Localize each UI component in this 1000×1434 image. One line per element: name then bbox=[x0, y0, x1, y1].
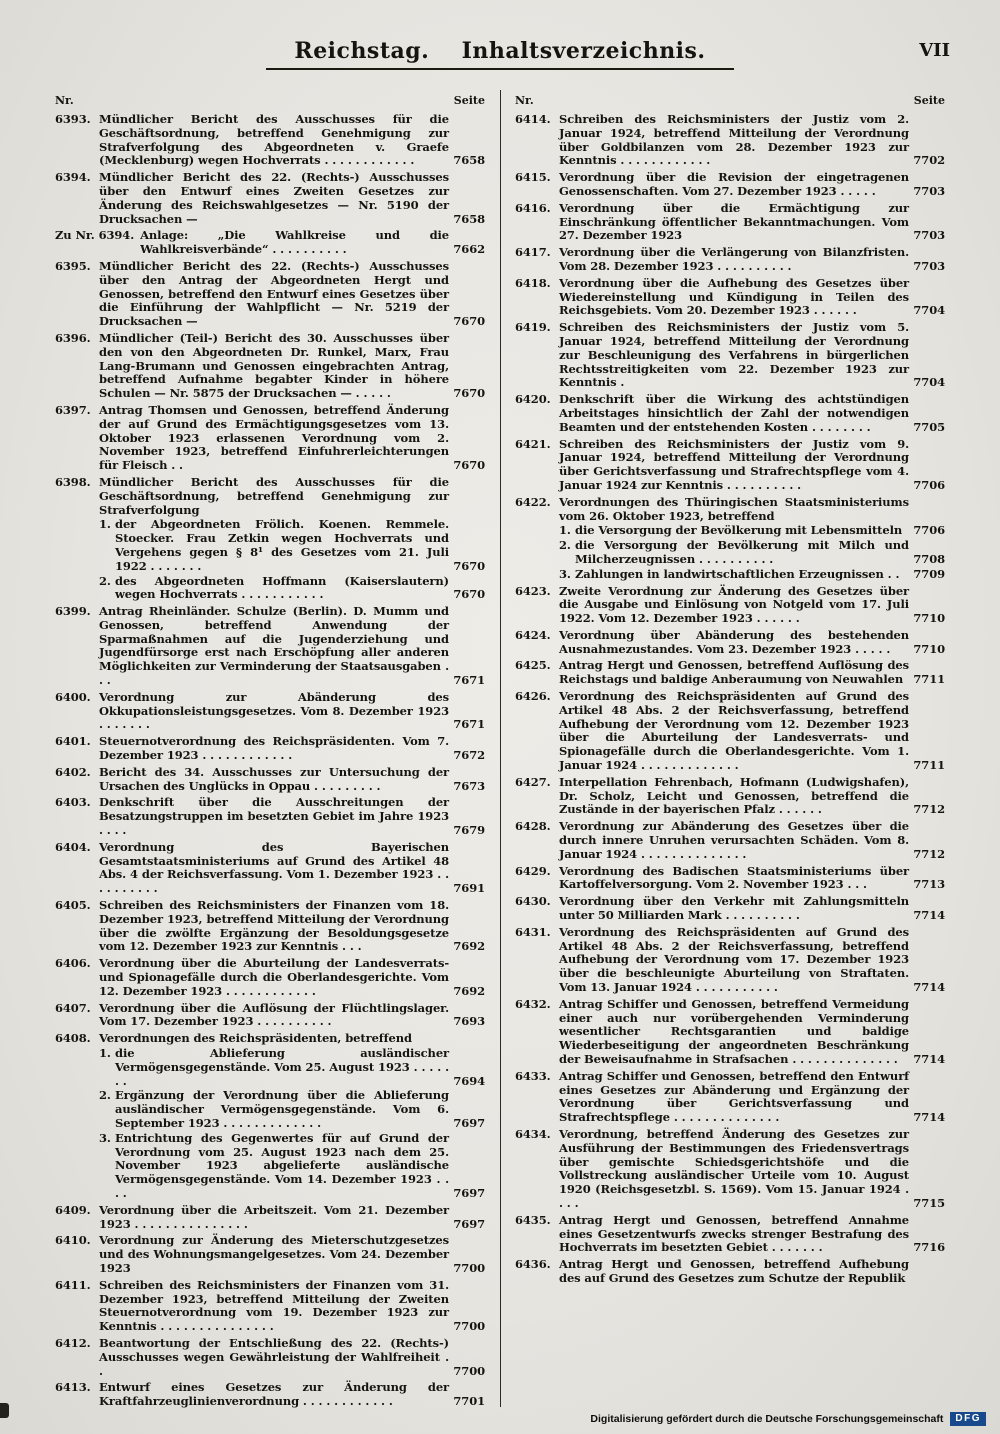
entry-text: Verordnung über die Ermächtigung zur Einschränkung öffentlicher Bekanntmachungen. Vom 27. Dezember 1923 bbox=[559, 200, 909, 243]
entry-number: 6423. bbox=[515, 583, 551, 598]
entry-number: Zu Nr. 6394. bbox=[55, 228, 135, 243]
entry-page: 7658 bbox=[453, 153, 485, 168]
entry-text: Verordnung über Abänderung des bestehenden Ausnahmezustandes. Vom 23. Dezember 1923 . . . . . bbox=[559, 627, 909, 656]
entry-text: Verordnung des Reichspräsidenten auf Grund des Artikel 48 Abs. 2 der Reichsverfassung, betreffend Aufhebung der Verordnung vom 17. Dezember 1923 über die beschleunigte Aburteilung von Straftaten. Vom 13. Januar 1924 . . . . . . . . . . . bbox=[559, 924, 909, 995]
toc-entry bbox=[515, 1258, 945, 1286]
toc-entry bbox=[515, 629, 945, 657]
entry-page: 7700 bbox=[453, 1319, 485, 1334]
toc-entry bbox=[515, 202, 945, 243]
entry-text: Antrag Schiffer und Genossen, betreffend den Entwurf eines Gesetzes zur Abänderung und Ergänzung der Verordnung über Gerichtsverfassung und Strafrechtspflege . . . . . . . . . . . . . . bbox=[559, 1068, 909, 1125]
entry-number: 6417. bbox=[515, 245, 551, 260]
entry-number: 6412. bbox=[55, 1335, 91, 1350]
entry-number: 6395. bbox=[55, 258, 91, 273]
toc-entry bbox=[515, 113, 945, 168]
toc-entry bbox=[55, 766, 485, 794]
entry-page: 7694 bbox=[453, 1073, 485, 1088]
entry-text: Verordnung über die Aufhebung des Gesetzes über Wiedereinstellung und Kündigung in Teilen des Reichsgebiets. Vom 20. Dezember 1923 . . . . . . bbox=[559, 275, 909, 318]
entry-number: 6398. bbox=[55, 474, 91, 489]
page-title: Reichstag. Inhaltsverzeichnis. bbox=[266, 38, 733, 70]
toc-entry bbox=[55, 841, 485, 896]
entry-text: Interpellation Fehrenbach, Hofmann (Ludwigshafen), Dr. Scholz, Leicht und Genossen, betreffend die Zustände in der bayerischen Pfalz . . . . . . bbox=[559, 774, 909, 817]
entry-number: 6410. bbox=[55, 1233, 91, 1248]
toc-entry bbox=[55, 404, 485, 473]
entry-page: 7673 bbox=[453, 778, 485, 793]
entry-text: Denkschrift über die Ausschreitungen der Besatzungstruppen im besetzten Gebiet im Jahre 1923 . . . . bbox=[99, 795, 449, 838]
toc-entry bbox=[515, 496, 945, 524]
entry-text: Mündlicher Bericht des Ausschusses für die Geschäftsordnung, betreffend Genehmigung zur Strafverfolgung bbox=[99, 474, 449, 517]
entry-text: Antrag Thomsen und Genossen, betreffend Änderung der auf Grund des Ermächtigungsgesetzes vom 13. Oktober 1923 erlassenen Verordnung vom 2. November 1923, betreffend Einfuhrerleichterungen für Fleisch . . bbox=[99, 402, 449, 473]
entry-page: 7715 bbox=[913, 1195, 945, 1210]
subentry-label: 2. bbox=[559, 538, 571, 553]
toc-entry bbox=[515, 1070, 945, 1125]
toc-columns bbox=[55, 94, 945, 1409]
entry-text: Mündlicher Bericht des 22. (Rechts-) Ausschusses über den Entwurf eines Zweiten Gesetzes zur Änderung des Reichswahlgesetzes — Nr. 5190 der Drucksachen — bbox=[99, 170, 449, 226]
entry-number: 6396. bbox=[55, 330, 91, 345]
toc-entry bbox=[55, 171, 485, 226]
entry-page: 7703 bbox=[913, 228, 945, 243]
entry-page: 7671 bbox=[453, 717, 485, 732]
entry-page: 7714 bbox=[913, 1110, 945, 1125]
toc-entry bbox=[55, 1032, 485, 1046]
entry-number: 6421. bbox=[515, 436, 551, 451]
entry-text: Verordnung, betreffend Änderung des Gesetzes zur Ausführung der Bestimmungen des Friedensvertrags über gemischte Schiedsgerichtshöfe und die Vollstreckung ausländischer Urteile vom 10. August 1920 (Reichsgesetzbl. S. 1569). Vom 15. Januar 1924 . . . . bbox=[559, 1126, 909, 1210]
toc-entry bbox=[515, 585, 945, 626]
entry-text: Verordnung über die Auflösung der Flüchtlingslager. Vom 17. Dezember 1923 . . . . . . . . . . bbox=[99, 1000, 449, 1029]
toc-entry bbox=[515, 820, 945, 861]
entry-text: Verordnung des Badischen Staatsministeriums über Kartoffelversorgung. Vom 2. November 1923 . . . bbox=[559, 863, 909, 892]
entry-text: Antrag Hergt und Genossen, betreffend Annahme eines Gesetzentwurfs zwecks strenger Bestrafung des Hochverrats im besetzten Gebiet . . . . . . . bbox=[559, 1212, 909, 1255]
masthead bbox=[0, 0, 1000, 76]
entry-number: 6403. bbox=[55, 795, 91, 810]
entry-text: Bericht des 34. Ausschusses zur Untersuchung der Ursachen des Unglücks in Oppau . . . . . . . . . bbox=[99, 764, 449, 793]
entry-page: 7705 bbox=[913, 419, 945, 434]
toc-entry bbox=[515, 690, 945, 773]
entry-text: Verordnung über die Verlängerung von Bilanzfristen. Vom 28. Dezember 1923 . . . . . . . . . . bbox=[559, 245, 909, 273]
entry-page: 7702 bbox=[913, 153, 945, 168]
toc-entry bbox=[55, 899, 485, 954]
entry-number: 6408. bbox=[55, 1031, 91, 1046]
subentry-label: 2. bbox=[99, 573, 111, 588]
entry-page: 7697 bbox=[453, 1216, 485, 1231]
column-header-row bbox=[515, 94, 945, 107]
entry-number: 6407. bbox=[55, 1000, 91, 1015]
entry-number: 6400. bbox=[55, 689, 91, 704]
entry-number: 6409. bbox=[55, 1202, 91, 1217]
subentry-label: 2. bbox=[99, 1088, 111, 1103]
entry-page: 7714 bbox=[913, 980, 945, 995]
toc-entry bbox=[515, 171, 945, 199]
entry-number: 6420. bbox=[515, 392, 551, 407]
entry-number: 6425. bbox=[515, 658, 551, 673]
toc-entry bbox=[55, 1279, 485, 1334]
entry-page: 7712 bbox=[913, 802, 945, 817]
toc-entry bbox=[515, 659, 945, 687]
entry-page: 7712 bbox=[913, 846, 945, 861]
entry-page: 7670 bbox=[453, 386, 485, 401]
entry-page: 7700 bbox=[453, 1260, 485, 1275]
entry-number: 6424. bbox=[515, 627, 551, 642]
entry-number: 6414. bbox=[515, 112, 551, 126]
entry-text: Steuernotverordnung des Reichspräsidenten. Vom 7. Dezember 1923 . . . . . . . . . . . . bbox=[99, 734, 449, 763]
entry-page: 7701 bbox=[453, 1394, 485, 1409]
entry-page: 7658 bbox=[453, 211, 485, 226]
entry-text: Mündlicher Bericht des 22. (Rechts-) Ausschusses über den Antrag der Abgeordneten Hergt und Genossen, betreffend den Entwurf eines Gesetzes über die Einführung der Wahlpflicht — Nr. 5219 der Drucksachen — bbox=[99, 258, 449, 329]
toc-entry bbox=[55, 605, 485, 688]
toc-entry bbox=[55, 735, 485, 763]
toc-entry bbox=[515, 438, 945, 493]
entry-number: 6435. bbox=[515, 1212, 551, 1227]
toc-entry bbox=[55, 1002, 485, 1030]
entry-number: 6432. bbox=[515, 996, 551, 1011]
entry-text: Zweite Verordnung zur Änderung des Gesetzes über die Ausgabe und Einlösung von Notgeld vom 17. Juli 1922. Vom 12. Dezember 1923 . . . . . . bbox=[559, 583, 909, 626]
entry-text: Verordnung zur Abänderung des Okkupationsleistungsgesetzes. Vom 8. Dezember 1923 . . . . . . . bbox=[99, 689, 449, 732]
entry-number: 6434. bbox=[515, 1126, 551, 1141]
entry-page: 7697 bbox=[453, 1185, 485, 1200]
entry-text: Schreiben des Reichsministers der Justiz vom 9. Januar 1924, betreffend Mitteilung der Verordnung über Gerichtsverfassung und Strafrechtspflege vom 4. Januar 1924 zur Kenntnis . . . . . . . . . . bbox=[559, 436, 909, 492]
entry-page: 7672 bbox=[453, 748, 485, 763]
entry-text: Antrag Hergt und Genossen, betreffend Aufhebung des auf Grund des Gesetzes zum Schutze der Republik bbox=[559, 1257, 909, 1285]
toc-subentry bbox=[55, 575, 485, 603]
subentry-label: 3. bbox=[99, 1130, 111, 1145]
entry-text: des Abgeordneten Hoffmann (Kaiserslautern) wegen Hochverrats . . . . . . . . . . . bbox=[115, 573, 449, 602]
entry-page: 7704 bbox=[913, 303, 945, 318]
column-header-seite: Seite bbox=[453, 94, 485, 107]
entry-number: 6411. bbox=[55, 1277, 91, 1292]
entry-number: 6436. bbox=[515, 1257, 551, 1272]
column-header-row bbox=[55, 94, 485, 107]
toc-entry bbox=[515, 776, 945, 817]
entry-text: die Versorgung der Bevölkerung mit Lebensmitteln bbox=[575, 523, 903, 538]
toc-entry bbox=[515, 998, 945, 1067]
entry-page: 7671 bbox=[453, 673, 485, 688]
entry-number: 6397. bbox=[55, 402, 91, 417]
toc-entry bbox=[515, 246, 945, 274]
subentry-label: 1. bbox=[559, 523, 571, 538]
entry-text: Schreiben des Reichsministers der Finanzen vom 31. Dezember 1923, betreffend Mitteilung der Zweiten Steuernotverordnung vom 19. Dezember 1923 zur Kenntnis . . . . . . . . . . . . . . . bbox=[99, 1277, 449, 1334]
toc-entry bbox=[515, 865, 945, 893]
toc-column-right bbox=[515, 94, 945, 1409]
entry-page: 7670 bbox=[453, 587, 485, 602]
entry-number: 6433. bbox=[515, 1068, 551, 1083]
entry-number: 6416. bbox=[515, 200, 551, 215]
toc-entry bbox=[55, 1337, 485, 1378]
toc-entry bbox=[55, 1204, 485, 1232]
toc-entry bbox=[55, 113, 485, 168]
entry-text: Entrichtung des Gegenwertes für auf Grund der Verordnung vom 25. August 1923 nach dem 25. November 1923 abgelieferte ausländische Vermögensgegenstände. Vom 14. Dezember 1923 . . . . bbox=[115, 1130, 449, 1200]
subentry-label: 1. bbox=[99, 517, 111, 532]
entry-page: 7703 bbox=[913, 258, 945, 273]
entry-page: 7691 bbox=[453, 881, 485, 896]
toc-entries-left bbox=[55, 113, 485, 1409]
entry-page: 7714 bbox=[913, 908, 945, 923]
entry-page: 7670 bbox=[453, 458, 485, 473]
entry-number: 6413. bbox=[55, 1380, 91, 1395]
entry-number: 6401. bbox=[55, 734, 91, 749]
toc-subentry bbox=[515, 524, 945, 538]
toc-entry bbox=[55, 691, 485, 732]
entry-number: 6394. bbox=[55, 170, 91, 185]
entry-page: 7716 bbox=[913, 1240, 945, 1255]
toc-entry bbox=[55, 260, 485, 329]
toc-subentry bbox=[515, 539, 945, 567]
entry-text: Verordnung des Bayerischen Gesamtstaatsministeriums auf Grund des Artikel 48 Abs. 4 der Reichsverfassung. Vom 1. Dezember 1923 . . . . . . . . . . bbox=[99, 839, 449, 896]
toc-entry bbox=[55, 1234, 485, 1275]
scan-artifact bbox=[0, 1403, 9, 1418]
entry-text: Verordnung zur Abänderung des Gesetzes über die durch innere Unruhen verursachten Schäden. Vom 8. Januar 1924 . . . . . . . . . . . . . . bbox=[559, 819, 909, 861]
entry-number: 6415. bbox=[515, 170, 551, 185]
entry-number: 6427. bbox=[515, 774, 551, 789]
entry-number: 6393. bbox=[55, 112, 91, 126]
toc-entry bbox=[515, 277, 945, 318]
entry-text: der Abgeordneten Frölich. Koenen. Remmele. Stoecker. Frau Zetkin wegen Hochverrats und Vergehens gegen § 8¹ des Gesetzes vom 21. Juli 1922 . . . . . . . bbox=[115, 517, 449, 573]
dfg-logo: DFG bbox=[950, 1412, 986, 1426]
entry-number: 6428. bbox=[515, 819, 551, 834]
toc-entry bbox=[515, 926, 945, 995]
entry-text: Mündlicher Bericht des Ausschusses für die Geschäftsordnung, betreffend Genehmigung zur Strafverfolgung des Abgeordneten v. Graefe (Mecklenburg) wegen Hochverrats . . . . . . . . . . . . bbox=[99, 112, 449, 168]
entry-page: 7714 bbox=[913, 1052, 945, 1066]
toc-subentry bbox=[55, 518, 485, 573]
entry-text: Schreiben des Reichsministers der Justiz vom 5. Januar 1924, betreffend Mitteilung der Verordnung zur Beschleunigung des Verfahrens in bürgerlichen Rechtsstreitigkeiten vom 22. Dezember 1923 zur Kenntnis . bbox=[559, 320, 909, 390]
entry-page: 7692 bbox=[453, 939, 485, 954]
entry-text: Verordnung des Reichspräsidenten auf Grund des Artikel 48 Abs. 2 der Reichsverfassung, betreffend Aufhebung der Verordnung vom 12. Dezember 1923 über die Aburteilung der Landesverrats- und Spionagefälle durch die Oberlandesgerichte. Vom 1. Januar 1924 . . . . . . . . . . . . . bbox=[559, 689, 909, 773]
entry-page: 7700 bbox=[453, 1363, 485, 1378]
toc-entry bbox=[515, 321, 945, 390]
entry-page: 7708 bbox=[913, 551, 945, 566]
digitization-footer bbox=[590, 1412, 986, 1426]
entry-number: 6402. bbox=[55, 764, 91, 779]
entry-page: 7704 bbox=[913, 375, 945, 390]
toc-entry bbox=[55, 476, 485, 517]
entry-text: Verordnungen des Thüringischen Staatsministeriums vom 26. Oktober 1923, betreffend bbox=[559, 494, 909, 523]
toc-entry bbox=[55, 957, 485, 998]
toc-entry bbox=[515, 1128, 945, 1211]
entry-text: Verordnung über die Aburteilung der Landesverrats- und Spionagefälle durch die Oberlandesgerichte. Vom 12. Dezember 1923 . . . . . . . . . . . . bbox=[99, 956, 449, 998]
entry-text: Beantwortung der Entschließung des 22. (Rechts-) Ausschusses wegen Gewährleistung der Wahlfreiheit . . bbox=[99, 1335, 449, 1378]
entry-page: 7711 bbox=[913, 672, 945, 687]
entry-text: Anlage: „Die Wahlkreise und die Wahlkreisverbände“ . . . . . . . . . . bbox=[140, 228, 449, 257]
entry-text: Antrag Rheinländer. Schulze (Berlin). D. Mumm und Genossen, betreffend Anwendung der Sparmaßnahmen auf die Jugenderziehung und Jugendfürsorge erst nach Erschöpfung aller anderen Möglichkeiten zur Verminderung der Staatsausgaben . . . bbox=[99, 604, 449, 688]
entry-number: 6405. bbox=[55, 898, 91, 913]
entry-page: 7692 bbox=[453, 983, 485, 998]
entry-number: 6422. bbox=[515, 494, 551, 509]
toc-subentry bbox=[515, 568, 945, 582]
toc-column-left bbox=[55, 94, 485, 1409]
entry-page: 7710 bbox=[913, 641, 945, 656]
subentry-label: 1. bbox=[99, 1046, 111, 1060]
entry-text: Verordnung über den Verkehr mit Zahlungsmitteln unter 50 Milliarden Mark . . . . . . . . . . bbox=[559, 894, 909, 923]
toc-entry bbox=[515, 895, 945, 923]
entry-number: 6406. bbox=[55, 956, 91, 971]
entry-text: Verordnungen des Reichspräsidenten, betreffend bbox=[99, 1031, 412, 1046]
toc-entry bbox=[55, 332, 485, 401]
subentry-label: 3. bbox=[559, 566, 571, 581]
entry-text: die Ablieferung ausländischer Vermögensgegenstände. Vom 25. August 1923 . . . . . . . bbox=[115, 1046, 449, 1088]
entry-text: Verordnung zur Änderung des Mieterschutzgesetzes und des Wohnungsmangelgesetzes. Vom 24. Dezember 1923 bbox=[99, 1233, 449, 1275]
entry-page: 7710 bbox=[913, 611, 945, 626]
entry-number: 6431. bbox=[515, 924, 551, 939]
entry-text: Zahlungen in landwirtschaftlichen Erzeugnissen . . bbox=[575, 566, 900, 581]
entry-text: Antrag Hergt und Genossen, betreffend Auflösung des Reichstags und baldige Anberaumung von Neuwahlen bbox=[559, 658, 909, 687]
entry-text: Ergänzung der Verordnung über die Ablieferung ausländischer Vermögensgegenstände. Vom 6. September 1923 . . . . . . . . . . . . . bbox=[115, 1088, 449, 1130]
entry-number: 6430. bbox=[515, 894, 551, 909]
entry-text: Verordnung über die Arbeitszeit. Vom 21. Dezember 1923 . . . . . . . . . . . . . . . bbox=[99, 1202, 449, 1231]
entry-page: 7697 bbox=[453, 1115, 485, 1130]
entry-number: 6419. bbox=[515, 320, 551, 335]
entry-page: 7706 bbox=[913, 523, 945, 538]
entry-text: die Versorgung der Bevölkerung mit Milch und Milcherzeugnissen . . . . . . . . . . bbox=[575, 538, 909, 566]
entry-text: Schreiben des Reichsministers der Finanzen vom 18. Dezember 1923, betreffend Mitteilung der Verordnung über die zwölfte Ergänzung der Besoldungsgesetze vom 12. Dezember 1923 zur Kenntnis . . . bbox=[99, 898, 449, 954]
entry-page: 7706 bbox=[913, 477, 945, 492]
folio-number: VII bbox=[919, 40, 950, 61]
entry-number: 6426. bbox=[515, 689, 551, 704]
entry-page: 7693 bbox=[453, 1014, 485, 1029]
entry-number: 6404. bbox=[55, 839, 91, 854]
entry-text: Verordnung über die Revision der eingetragenen Genossenschaften. Vom 27. Dezember 1923 . . . . . bbox=[559, 170, 909, 198]
toc-entry bbox=[55, 1381, 485, 1409]
entry-page: 7662 bbox=[453, 242, 485, 257]
toc-entry bbox=[515, 393, 945, 434]
entry-text: Schreiben des Reichsministers der Justiz vom 2. Januar 1924, betreffend Mitteilung der Verordnung über Goldbilanzen vom 28. Dezember 1923 zur Kenntnis . . . . . . . . . . . . bbox=[559, 112, 909, 168]
entry-page: 7679 bbox=[453, 823, 485, 838]
column-header-seite: Seite bbox=[913, 94, 945, 107]
toc-entries-right bbox=[515, 113, 945, 1286]
column-header-nr: Nr. bbox=[55, 94, 74, 107]
toc-subentry bbox=[55, 1089, 485, 1130]
toc-entry bbox=[55, 796, 485, 837]
entry-page: 7703 bbox=[913, 183, 945, 198]
entry-page: 7713 bbox=[913, 877, 945, 892]
toc-subentry bbox=[55, 1047, 485, 1088]
digitization-note: Digitalisierung gefördert durch die Deutsche Forschungsgemeinschaft bbox=[590, 1413, 944, 1425]
entry-text: Denkschrift über die Wirkung des achtstündigen Arbeitstages hinsichtlich der Zahl der notwendigen Beamten und der entstehenden Kosten . . . . . . . . bbox=[559, 392, 909, 434]
entry-text: Mündlicher (Teil-) Bericht des 30. Ausschusses über den von den Abgeordneten Dr. Runkel, Marx, Frau Lang-Brumann und Genossen eingebrachten Antrag, betreffend Aufnahme begabter Kinder in höhere Schulen — Nr. 5875 der Drucksachen — . . . . . bbox=[99, 330, 449, 401]
column-header-nr: Nr. bbox=[515, 94, 534, 107]
entry-page: 7711 bbox=[913, 758, 945, 773]
toc-entry bbox=[55, 229, 485, 257]
entry-page: 7670 bbox=[453, 558, 485, 573]
entry-page: 7709 bbox=[913, 566, 945, 581]
toc-entry bbox=[515, 1214, 945, 1255]
entry-text: Antrag Schiffer und Genossen, betreffend Vermeidung einer auch nur vorübergehenden Verminderung wesentlicher Rechtsgarantien und baldige Wiederbeseitigung der angeordneten Beschränkung der Beweisaufnahme in Strafsachen . . . . . . . . . . . . . . bbox=[559, 996, 909, 1066]
toc-subentry bbox=[55, 1132, 485, 1201]
entry-text: Entwurf eines Gesetzes zur Änderung der Kraftfahrzeuglinienverordnung . . . . . . . . . . . . bbox=[99, 1380, 449, 1409]
entry-number: 6418. bbox=[515, 275, 551, 290]
entry-number: 6429. bbox=[515, 863, 551, 878]
entry-number: 6399. bbox=[55, 604, 91, 619]
entry-page: 7670 bbox=[453, 314, 485, 329]
